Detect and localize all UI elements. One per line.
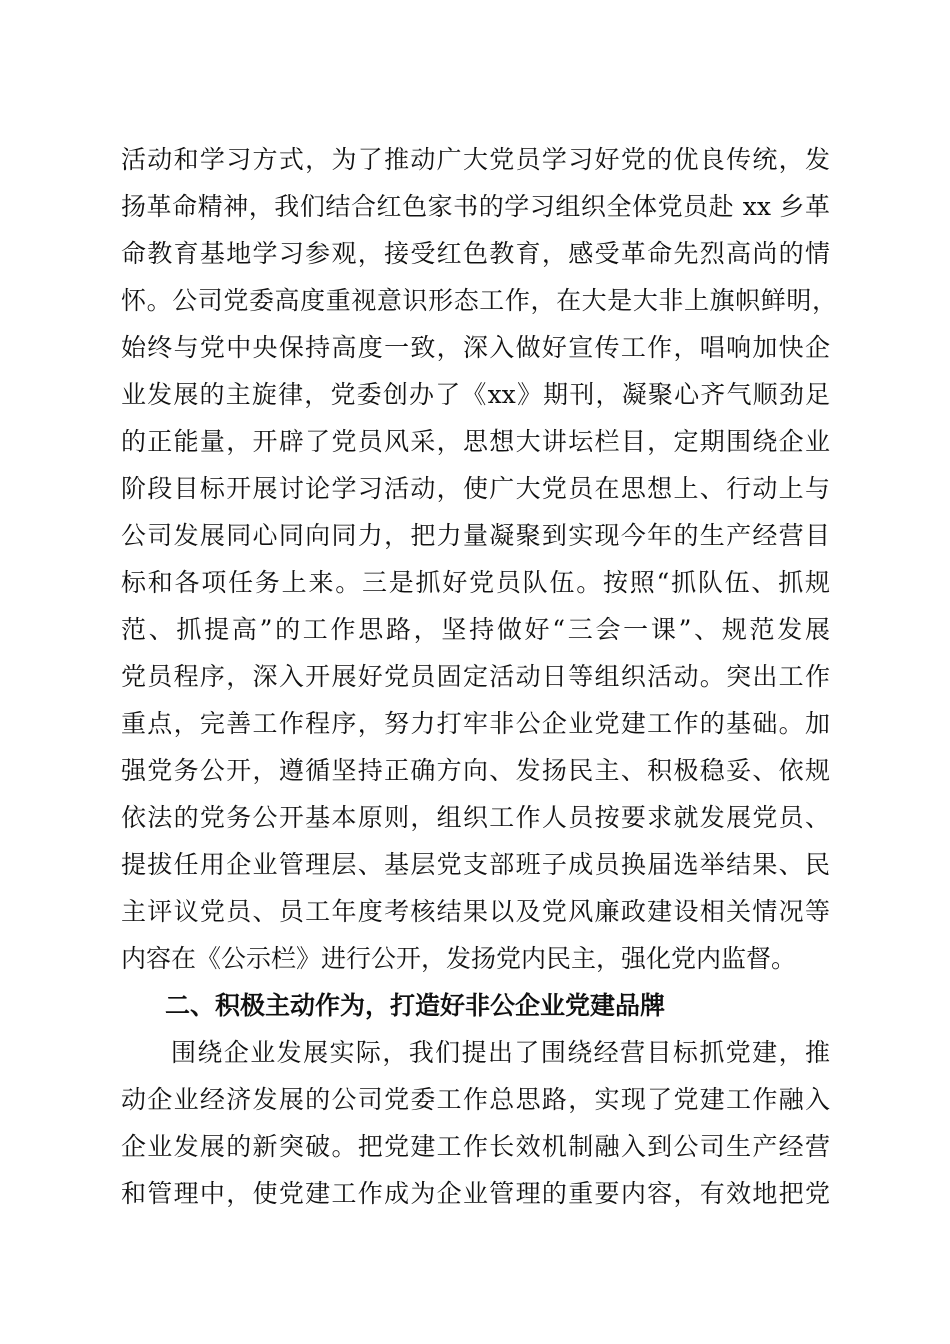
body-line: 强党务公开，遵循坚持正确方向、发扬民主、积极稳妥、依规 bbox=[121, 756, 830, 785]
body-line: 命教育基地学习参观，接受红色教育，感受革命先烈高尚的情 bbox=[121, 239, 830, 268]
body-line: 标和各项任务上来。三是抓好党员队伍。按照“抓队伍、抓规 bbox=[121, 568, 830, 597]
body-line: 业发展的主旋律，党委创办了《xx》期刊，凝聚心齐气顺劲足 bbox=[121, 380, 830, 409]
body-line: 范、抓提高”的工作思路，坚持做好“三会一课”、规范发展 bbox=[121, 615, 830, 644]
body-line: 和管理中，使党建工作成为企业管理的重要内容，有效地把党 bbox=[121, 1179, 830, 1208]
section-heading: 二、积极主动作为，打造好非公企业党建品牌 bbox=[165, 991, 666, 1020]
body-line: 党员程序，深入开展好党员固定活动日等组织活动。突出工作 bbox=[121, 662, 830, 691]
body-line: 公司发展同心同向同力，把力量凝聚到实现今年的生产经营目 bbox=[121, 521, 830, 550]
body-line: 内容在《公示栏》进行公开，发扬党内民主，强化党内监督。 bbox=[121, 944, 797, 973]
body-line: 扬革命精神，我们结合红色家书的学习组织全体党员赴 xx 乡革 bbox=[121, 192, 830, 221]
body-line: 动企业经济发展的公司党委工作总思路，实现了党建工作融入 bbox=[121, 1085, 830, 1114]
body-line: 主评议党员、员工年度考核结果以及党风廉政建设相关情况等 bbox=[121, 897, 830, 926]
body-line: 提拔任用企业管理层、基层党支部班子成员换届选举结果、民 bbox=[121, 850, 830, 879]
body-line: 怀。公司党委高度重视意识形态工作，在大是大非上旗帜鲜明， bbox=[121, 286, 837, 315]
body-line: 重点，完善工作程序，努力打牢非公企业党建工作的基础。加 bbox=[121, 709, 830, 738]
body-line: 始终与党中央保持高度一致，深入做好宣传工作，唱响加快企 bbox=[121, 333, 830, 362]
body-line: 阶段目标开展讨论学习活动，使广大党员在思想上、行动上与 bbox=[121, 474, 830, 503]
body-line: 围绕企业发展实际，我们提出了围绕经营目标抓党建，推 bbox=[171, 1038, 830, 1067]
body-line: 的正能量，开辟了党员风采，思想大讲坛栏目，定期围绕企业 bbox=[121, 427, 830, 456]
body-line: 依法的党务公开基本原则，组织工作人员按要求就发展党员、 bbox=[121, 803, 830, 832]
body-line: 活动和学习方式，为了推动广大党员学习好党的优良传统，发 bbox=[121, 145, 830, 174]
body-line: 企业发展的新突破。把党建工作长效机制融入到公司生产经营 bbox=[121, 1132, 830, 1161]
